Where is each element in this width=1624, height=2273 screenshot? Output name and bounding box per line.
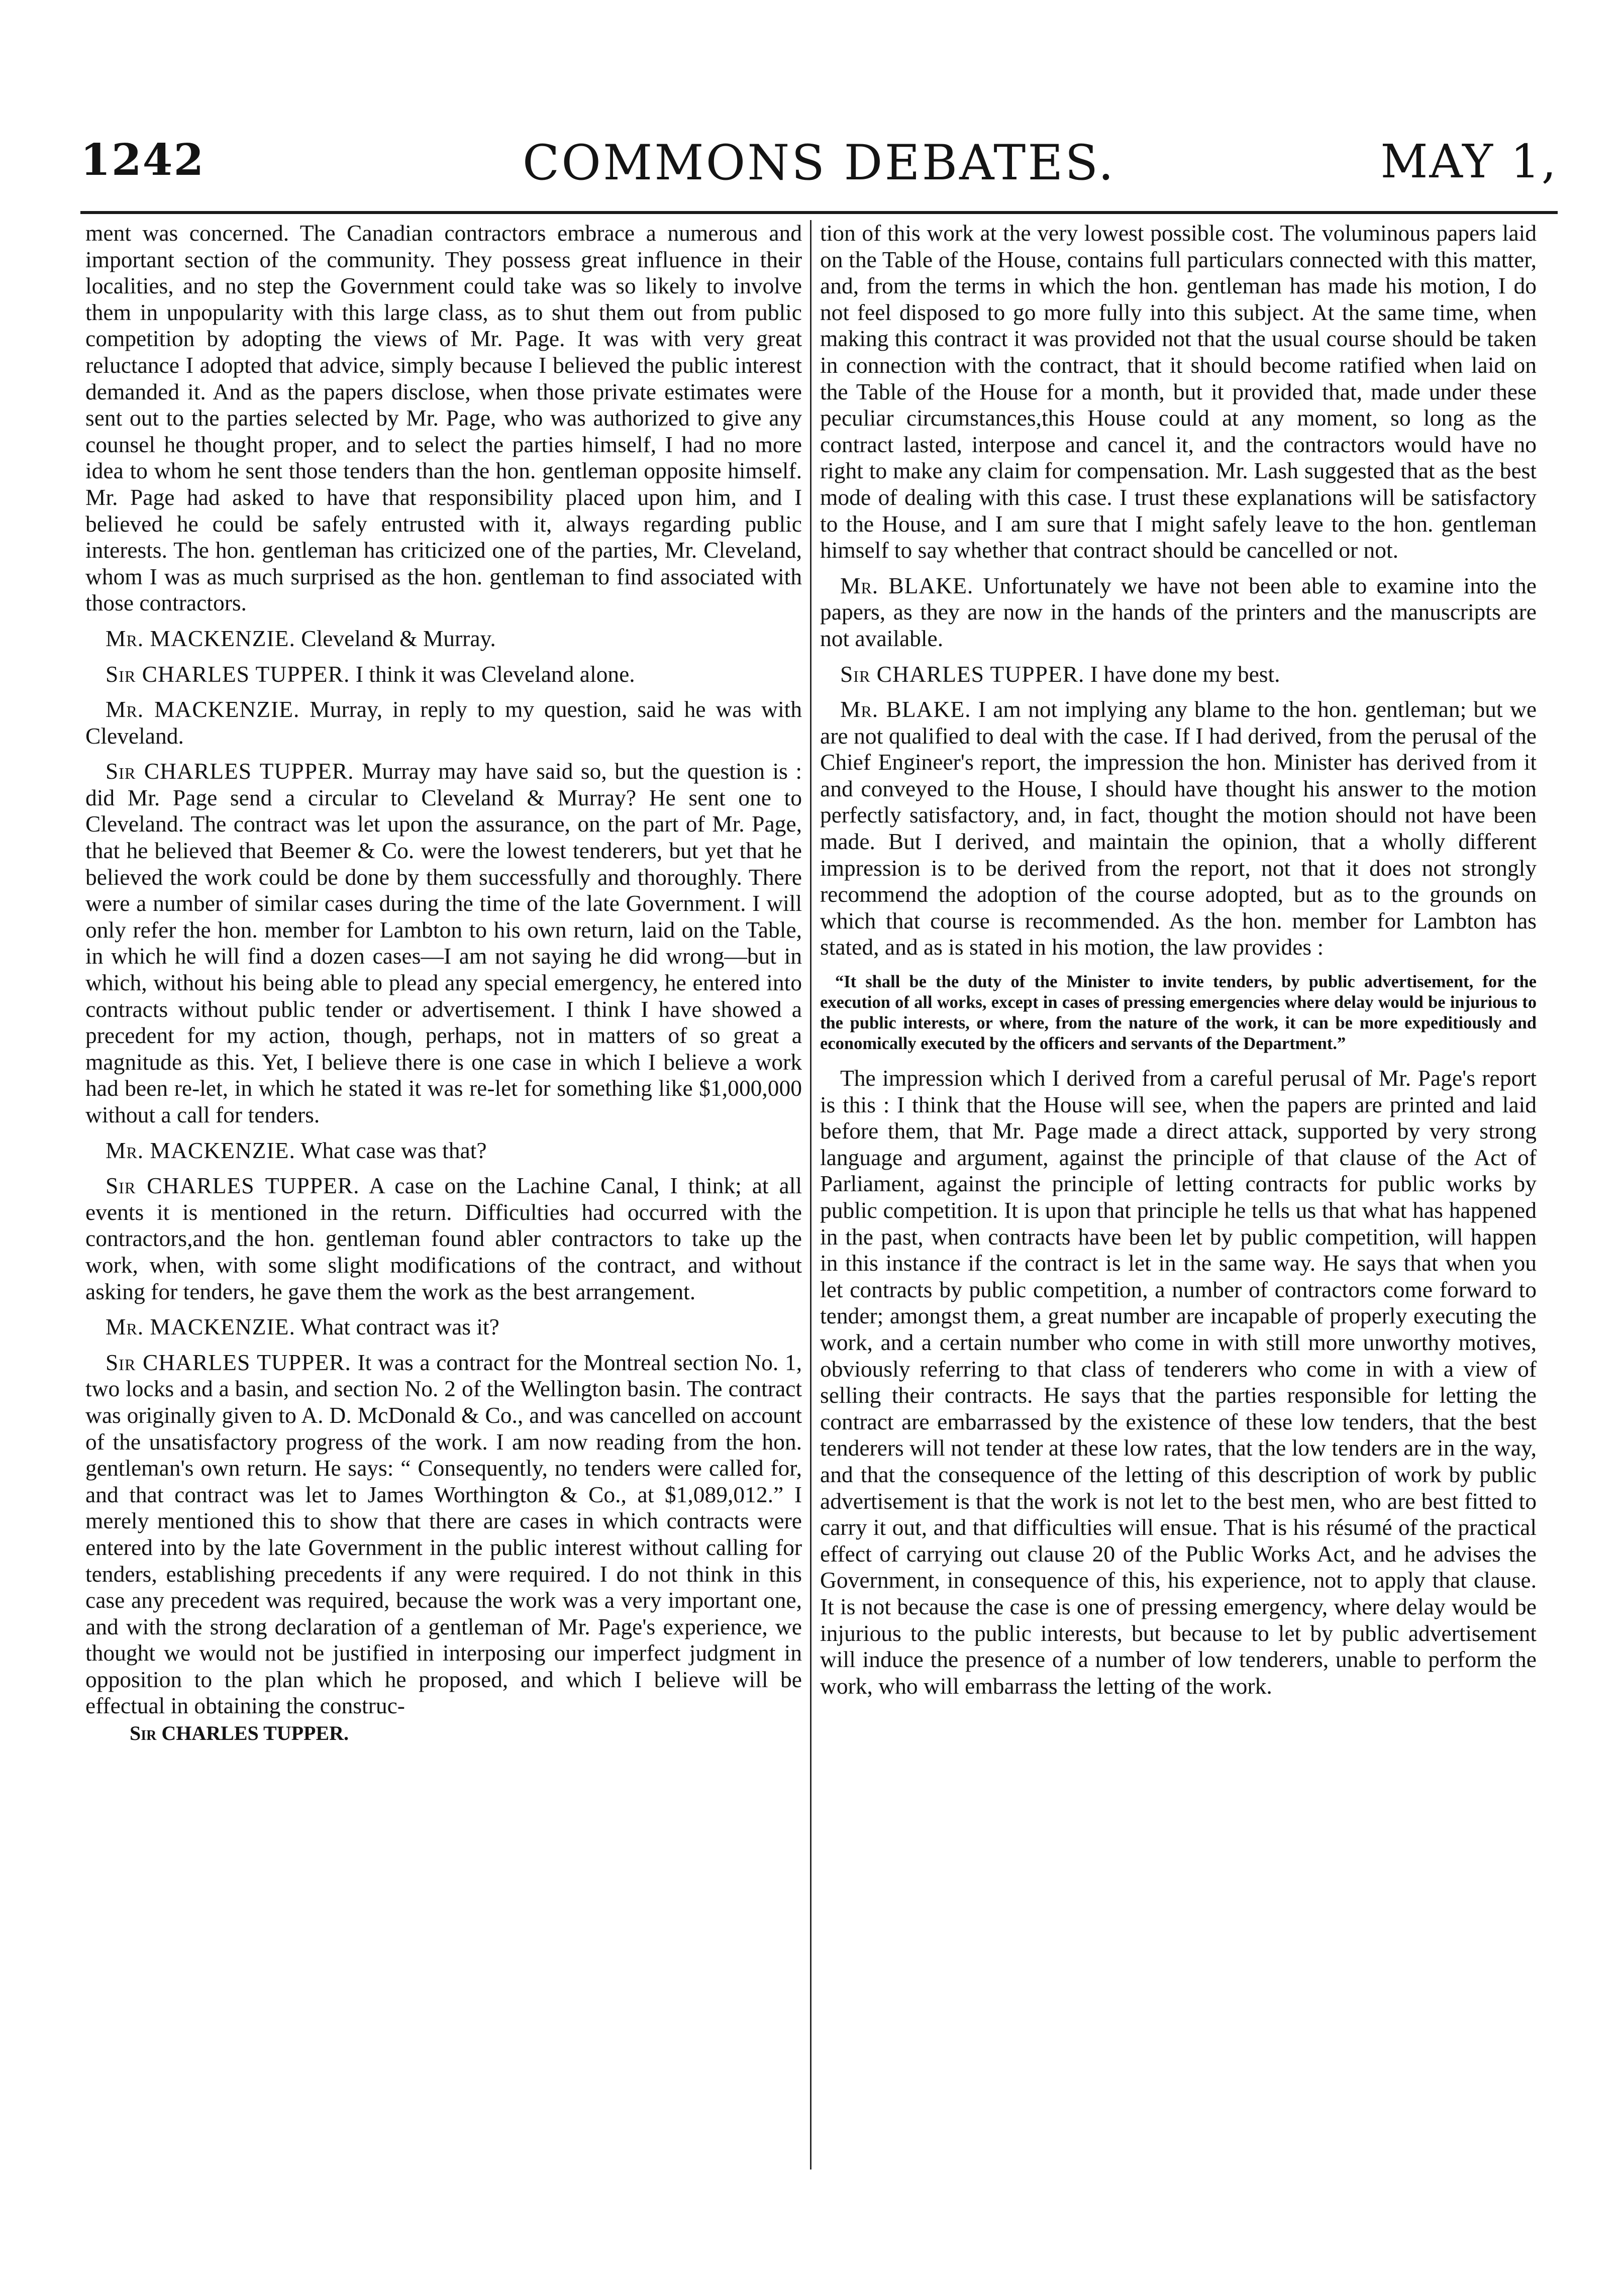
speech-text: Murray, in reply to my question, said he was with Cleveland. <box>85 696 802 749</box>
speech-text: Unfortunately we have not been able to examine into the papers, as they are now in the hands of the printers and the manuscripts are not available. <box>820 572 1537 651</box>
paragraph-continued: ment was concerned. The Canadian contractors embrace a numerous and important section of the community. They possess great influence in their localities, and no step the Government could take was so likely to involve them in unpopularity with this large class, as to shut them out from public competition by adopting the views of Mr. Page. It was with very great reluctance I adopted that advice, simply because I believed the public interest demanded it. And as the papers disclose, when those private estimates were sent out to the parties selected by Mr. Page, who was authorized to give any counsel he thought proper, and to select the parties himself, I had no more idea to whom he sent those tenders than the hon. gentleman opposite himself. Mr. Page had asked to have that responsibility placed upon him, and I believed he could be safely entrusted with it, always regarding public interests. The hon. gentleman has criticized one of the parties, Mr. Cleveland, whom I was as much surprised as the hon. gentleman to find associated with those contractors. <box>85 220 802 616</box>
speech-text: Cleveland & Murray. <box>301 625 496 651</box>
paragraph-continued: tion of this work at the very lowest possible cost. The voluminous papers laid on the Table of the House, contains full particulars connected with this matter, and, from the terms in which the hon. gentleman has made his motion, I do not feel disposed to go more fully into this subject. At the same time, when making this contract it was provided not that the usual course should be taken in connection with the contract, that it should become ratified when laid on the Table of the House for a month, but it provided that, made under these peculiar circumstances,this House could at any moment, so long as the contract lasted, interpose and cancel it, and the contractors would have no right to make any claim for compensation. Mr. Lash suggested that as the best mode of dealing with this case. I trust these explanations will be satisfactory to the House, and I am sure that I might safely leave to the hon. gentleman himself to say whether that contract should be cancelled or not. <box>820 220 1537 563</box>
speech-text: It was a contract for the Montreal section No. 1, two locks and a basin, and section No. 2 of the Wellington basin. The contract was originally given to A. D. McDonald & Co., and was cancelled on account of the unsatisfactory progress of the work. I am now reading from the hon. gentleman's own return. He says: “ Consequently, no tenders were called for, and that contract was let to James Worthington & Co., at $1,089,012.” I merely mentioned this to show that there are cases in which contracts were entered into by the late Government in the public interest without calling for tenders, establishing precedents if any were required. I do not think in this case any precedent was required, because the work was a very important one, and with the strong declaration of a gentleman of Mr. Page's experience, we thought we would not be justified in interposing our imperfect judgment in opposition to the plan which he proposed, and which I believe will be effectual in obtaining the construc- <box>85 1349 802 1719</box>
speaker-name: Sir CHARLES TUPPER. <box>840 661 1085 687</box>
column-divider <box>810 220 811 2169</box>
speech-mackenzie-4 <box>85 1314 802 1340</box>
speaker-name: Mr. BLAKE. <box>840 572 974 598</box>
speech-mackenzie-3 <box>85 1138 802 1164</box>
speaker-name: Sir CHARLES TUPPER. <box>106 661 350 687</box>
speech-tupper-3 <box>85 1173 802 1305</box>
left-column <box>85 220 802 2180</box>
speech-text: What case was that? <box>300 1137 487 1163</box>
speech-text: Murray may have said so, but the question is : did Mr. Page send a circular to Cleveland & Murray? He sent one to Cleveland. The contract was let upon the assurance, on the part of Mr. Page, that he believed that Beemer & Co. were the lowest tenderers, but yet that he believed the work could be done by them successfully and thoroughly. There were a number of similar cases during the time of the late Government. I will only refer the hon. member for Lambton to his own return, laid on the Table, in which he will find a dozen cases—I am not saying he did wrong—but in which, without his being able to plead any special emergency, he entered into contracts without public tender or advertisement. I think I have showed a precedent for my action, though, perhaps, not in matters of so great a magnitude as this. Yet, I believe there is one case in which I believe a work had been re-let, in which he stated it was re-let for something like $1,000,000 without a call for tenders. <box>85 758 802 1127</box>
speech-mackenzie-1 <box>85 626 802 652</box>
speech-blake-2 <box>820 696 1537 961</box>
speech-tupper-5 <box>820 661 1537 688</box>
speaker-name: Sir CHARLES TUPPER. <box>106 1349 351 1375</box>
header-date: MAY 1, <box>1380 135 1558 188</box>
speech-blake-1 <box>820 573 1537 652</box>
speech-tupper-1 <box>85 661 802 688</box>
speaker-name: Mr. BLAKE. <box>840 696 971 722</box>
speaker-name: Mr. MACKENZIE. <box>106 625 295 651</box>
header-rule <box>80 211 1558 214</box>
speaker-name: Mr. MACKENZIE. <box>106 696 300 722</box>
speech-tupper-2 <box>85 758 802 1128</box>
page-number: 1242 <box>80 135 205 185</box>
paragraph: The impression which I derived from a careful perusal of Mr. Page's report is this : I think that the House will see, when the papers are printed and laid before them, that Mr. Page made a direct attack, supported by very strong language and argument, against the principle of that clause of the Act of Parliament, against the principle of letting contracts for public works by public competition. It is upon that principle he tells us that what has happened in the past, when contracts have been let by public competition, will happen in this instance if the contract is let in the same way. He says that when you let contracts by public competition, a number of contractors come forward to tender; amongst them, a great number are incapable of properly executing the work, and a certain number who come in with still more unworthy motives, obviously referring to that class of tenderers who come in with a view of selling their contracts. He says that the parties responsible for letting the contract are embarrassed by the existence of these low tenders, that the best tenderers will not tender at these low rates, that the low tenders are in the way, and that the consequence of the letting of this description of work by public advertisement is that the work is not let to the best men, who are best fitted to carry it out, and that difficulties will ensue. That is his résumé of the practical effect of carrying out clause 20 of the Public Works Act, and he advises the Government, in consequence of this, his experience, not to apply that clause. It is not because the case is one of pressing emergency, where delay would be injurious to the public interests, but because to let by public advertisement will induce the presence of a number of low tenderers, unable to perform the work, who will embarrass the letting of the work. <box>820 1065 1537 1699</box>
catchword: Sir CHARLES TUPPER. <box>130 1722 349 1745</box>
speaker-name: Mr. MACKENZIE. <box>106 1137 295 1163</box>
speech-text: I have done my best. <box>1090 661 1280 687</box>
speech-text: What contract was it? <box>300 1314 499 1340</box>
speech-text: I think it was Cleveland alone. <box>355 661 635 687</box>
speech-text: A case on the Lachine Canal, I think; at all events it is mentioned in the return. Difficulties had occurred with the contractors,and the hon. gentleman found abler contractors to take up the work, when, with some slight modifications of the contract, and without asking for tenders, he gave them the work as the best arrangement. <box>85 1173 802 1304</box>
right-column <box>820 220 1537 2180</box>
speaker-name: Sir CHARLES TUPPER. <box>106 1173 360 1199</box>
publication-title: COMMONS DEBATES. <box>522 135 1116 191</box>
speech-tupper-4 <box>85 1350 802 1719</box>
running-header <box>80 135 1558 220</box>
statute-quotation: “It shall be the duty of the Minister to invite tenders, by public advertisement, for the execution of all works, except in cases of pressing emergencies where delay would be injurious to the public interests, or where, from the nature of the work, it can be more expeditiously and economically executed by the officers and servants of the Department.” <box>820 972 1537 1054</box>
speaker-name: Mr. MACKENZIE. <box>106 1314 295 1340</box>
speech-mackenzie-2 <box>85 696 802 749</box>
speech-text: I am not implying any blame to the hon. gentleman; but we are not qualified to deal with the case. If I had derived, from the perusal of the Chief Engineer's report, the impression the hon. Minister has derived from it and conveyed to the House, I should have thought his answer to the motion perfectly satisfactory, and, in fact, thought the motion should not have been made. But I derived, and maintain the opinion, that a wholly different impression is to be derived from the report, not that it does not strongly recommend the adoption of the course adopted, but as to the grounds on which that course is recommended. As the hon. member for Lambton has stated, and as is stated in his motion, the law provides : <box>820 696 1537 960</box>
speaker-name: Sir CHARLES TUPPER. <box>106 758 354 784</box>
